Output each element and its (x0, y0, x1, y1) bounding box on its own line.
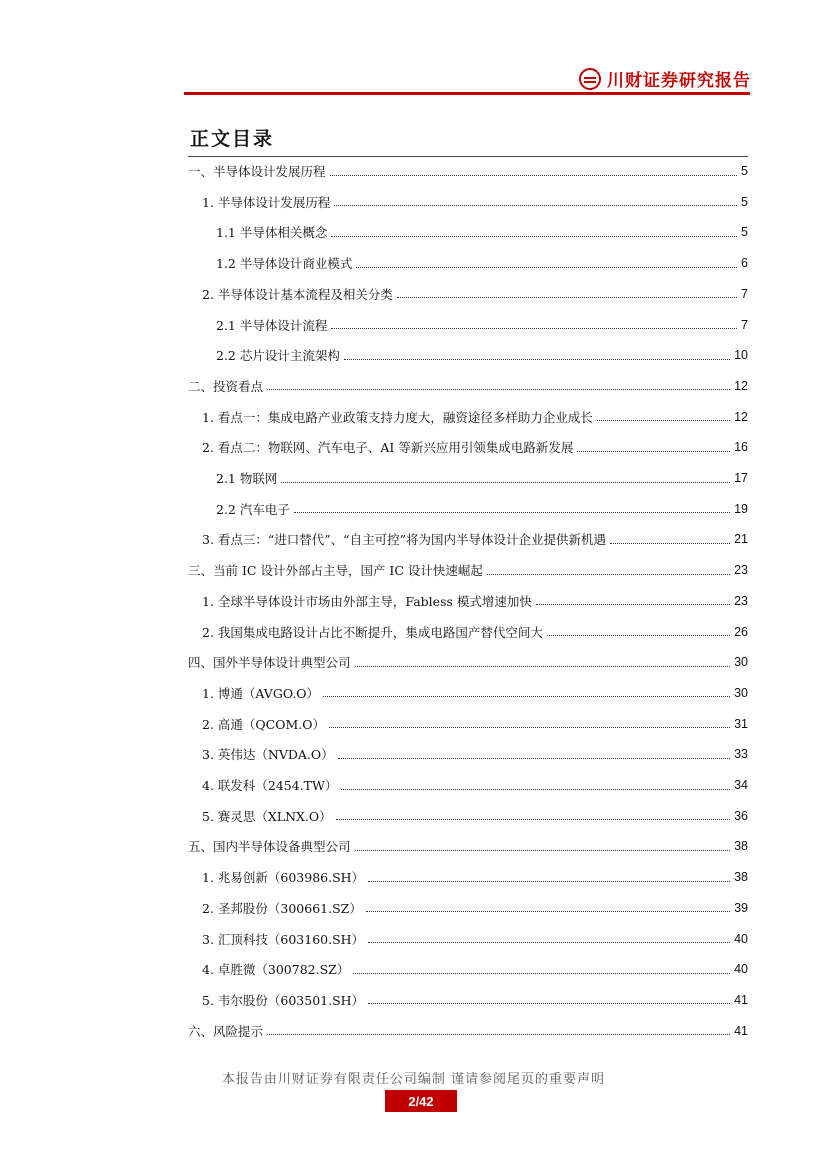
toc-entry-page: 41 (734, 992, 748, 1007)
toc-entry-leader (294, 512, 730, 513)
toc-entry[interactable] (188, 741, 748, 767)
toc-entry[interactable] (188, 680, 748, 706)
footer-disclaimer: 本报告由川财证券有限责任公司编制 谨请参阅尾页的重要声明 (221, 1072, 606, 1087)
toc-entry[interactable] (188, 342, 748, 368)
toc-entry[interactable] (188, 250, 748, 276)
toc-entry-leader (331, 236, 737, 237)
toc-entry-page: 30 (734, 655, 748, 670)
toc-entry-label: 2. 看点二：物联网、汽车电子、AI 等新兴应用引领集成电路新发展 (202, 440, 574, 456)
toc-entry-label: 三、当前 IC 设计外部占主导，国产 IC 设计快速崛起 (188, 563, 483, 579)
toc-entry-label: 2.2 芯片设计主流架构 (216, 348, 340, 364)
toc-entry-leader (331, 328, 737, 329)
header-brand (579, 66, 751, 91)
toc-entry-label: 2. 半导体设计基本流程及相关分类 (202, 286, 393, 302)
toc-entry-leader (353, 973, 730, 974)
toc-entry-label: 四、国外半导体设计典型公司 (188, 655, 351, 671)
toc-entry[interactable] (188, 404, 748, 430)
toc-entry-leader (368, 1003, 730, 1004)
toc-entry-label: 五、国内半导体设备典型公司 (188, 839, 351, 855)
toc-entry-leader (487, 574, 730, 575)
toc-entry-label: 1.1 半导体相关概念 (216, 225, 328, 241)
toc-entry[interactable] (188, 833, 748, 859)
toc-entry-leader (368, 881, 730, 882)
toc-entry-label: 3. 英伟达（NVDA.O） (202, 747, 334, 763)
toc-entry-leader (330, 175, 738, 176)
toc-entry-page: 23 (734, 563, 748, 578)
page-number-badge: 2/42 (385, 1090, 457, 1112)
toc-entry-leader (336, 819, 730, 820)
toc-entry-label: 5. 韦尔股份（603501.SH） (202, 992, 365, 1008)
toc-entry-label: 1. 兆易创新（603986.SH） (202, 870, 365, 886)
header-divider (184, 92, 750, 95)
toc-entry[interactable] (188, 803, 748, 829)
toc-entry-page: 41 (734, 1023, 748, 1038)
toc-entry-page: 33 (734, 747, 748, 762)
toc-entry-label: 2.2 汽车电子 (216, 501, 290, 517)
toc-entry-page: 36 (734, 808, 748, 823)
toc-entry-page: 17 (734, 471, 748, 485)
toc-entry-leader (267, 389, 730, 390)
toc-entry-page: 40 (734, 931, 748, 946)
toc-entry[interactable] (188, 772, 748, 798)
toc-entry[interactable] (188, 926, 748, 952)
toc-entry-leader (366, 911, 730, 912)
toc-entry[interactable] (188, 588, 748, 614)
toc-entry-page: 12 (734, 409, 748, 424)
toc-entry-leader (338, 758, 730, 759)
toc-entry[interactable] (188, 373, 748, 399)
brand-name: 川财证券研究报告 (607, 71, 751, 91)
toc-entry-page: 40 (734, 962, 748, 977)
toc-entry-label: 二、投资看点 (188, 378, 264, 394)
toc-entry[interactable] (188, 1018, 748, 1044)
toc-entry-page: 7 (741, 286, 748, 301)
toc-title-divider (188, 156, 748, 157)
toc-entry[interactable] (188, 711, 748, 737)
toc-entry-label: 2. 圣邦股份（300661.SZ） (202, 900, 362, 916)
toc-entry[interactable] (188, 526, 748, 552)
toc-entry-label: 1. 博通（AVGO.O） (202, 685, 320, 701)
toc-entry-leader (341, 789, 730, 790)
toc-entry[interactable] (188, 956, 748, 982)
toc-entry-leader (547, 635, 730, 636)
toc-entry-page: 23 (734, 593, 748, 608)
toc-entry-page: 21 (734, 532, 748, 547)
toc-entry-leader (536, 604, 730, 605)
chuancai-logo-icon (579, 68, 601, 90)
toc-entry[interactable] (188, 496, 748, 522)
toc-entry[interactable] (188, 189, 748, 215)
toc-entry[interactable] (188, 895, 748, 921)
toc-entry-page: 12 (734, 378, 748, 393)
toc-entry-page: 5 (741, 225, 748, 240)
toc-entry-label: 1. 全球半导体设计市场由外部主导，Fabless 模式增速加快 (202, 593, 532, 609)
toc-entry-leader (334, 205, 737, 206)
toc-entry-leader (281, 482, 730, 483)
toc-entry[interactable] (188, 281, 748, 307)
toc-entry-page: 30 (734, 685, 748, 700)
toc-entry-page: 26 (734, 624, 748, 639)
toc-entry[interactable] (188, 465, 748, 491)
toc-entry[interactable] (188, 219, 748, 245)
toc-entry-label: 六、风险提示 (188, 1023, 264, 1039)
toc-entry-leader (610, 543, 730, 544)
toc-entry-page: 5 (741, 194, 748, 209)
toc-entry-leader (267, 1034, 730, 1035)
toc-entry[interactable] (188, 864, 748, 890)
toc-entry-label: 3. 看点三：“进口替代”、“自主可控”将为国内半导体设计企业提供新机遇 (202, 532, 606, 548)
toc-entry-label: 2.1 物联网 (216, 471, 278, 486)
toc-entry[interactable] (188, 649, 748, 675)
toc-entry-page: 34 (734, 778, 748, 792)
toc-entry-leader (597, 420, 730, 421)
toc-entry-page: 31 (734, 716, 748, 731)
toc-entry-page: 39 (734, 900, 748, 915)
toc-entry-label: 1.2 半导体设计商业模式 (216, 256, 353, 272)
toc-entry-label: 2.1 半导体设计流程 (216, 317, 328, 333)
toc-entry-label: 2. 高通（QCOM.O） (202, 716, 325, 732)
toc-entry-leader (323, 696, 730, 697)
toc-entry-leader (355, 666, 731, 667)
toc-entry-leader (577, 451, 730, 452)
toc-entry-label: 一、半导体设计发展历程 (188, 164, 326, 179)
toc-entry-page: 38 (734, 870, 748, 885)
toc-entry-label: 4. 卓胜微（300782.SZ） (202, 962, 350, 978)
toc-entry[interactable] (188, 557, 748, 583)
toc-entry-label: 1. 看点一：集成电路产业政策支持力度大，融资途径多样助力企业成长 (202, 409, 593, 425)
toc-entry-page: 19 (734, 501, 748, 516)
toc-entry-label: 1. 半导体设计发展历程 (202, 194, 331, 210)
toc-entry-page: 16 (734, 440, 748, 455)
toc-entry-page: 7 (741, 317, 748, 332)
toc-entry[interactable] (188, 987, 748, 1013)
toc-entry-label: 5. 赛灵思（XLNX.O） (202, 808, 332, 824)
toc-entry-page: 38 (734, 839, 748, 854)
toc-entry[interactable] (188, 434, 748, 460)
toc-entry-leader (368, 942, 730, 943)
toc-entry-label: 2. 我国集成电路设计占比不断提升，集成电路国产替代空间大 (202, 624, 543, 640)
toc-entry-page: 5 (741, 164, 748, 178)
toc-title: 正文目录 (190, 128, 275, 150)
toc-entry-page: 6 (741, 256, 748, 271)
toc-entry-leader (329, 727, 730, 728)
toc-entry-label: 3. 汇顶科技（603160.SH） (202, 931, 365, 947)
toc-entry[interactable] (188, 312, 748, 338)
toc-entry-leader (355, 850, 731, 851)
toc-entry-leader (397, 297, 737, 298)
toc-entry-leader (356, 267, 737, 268)
toc-entry[interactable] (188, 619, 748, 645)
toc-entry-leader (344, 359, 730, 360)
toc-entry-label: 4. 联发科（2454.TW） (202, 778, 338, 793)
toc-entry[interactable] (188, 158, 748, 184)
toc-entry-page: 10 (734, 348, 748, 363)
